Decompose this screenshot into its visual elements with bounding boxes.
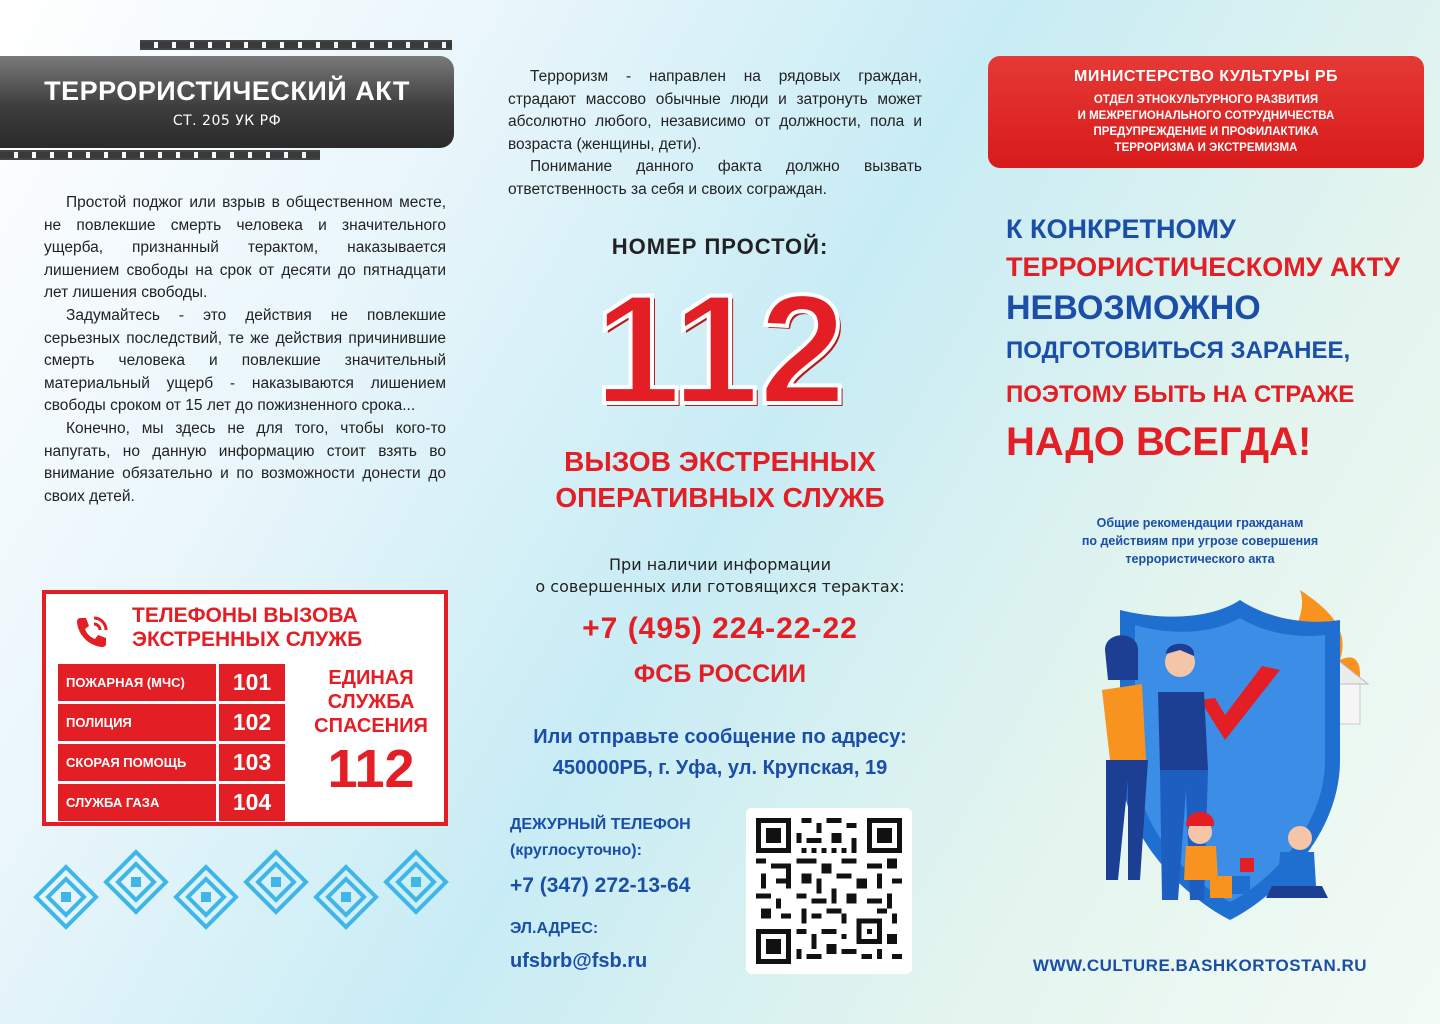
phone-icon [72, 612, 112, 652]
recs-line: по действиям при угрозе совершения [1081, 534, 1319, 548]
page-subtitle: СТ. 205 УК РФ [172, 113, 282, 129]
unified-label: СЛУЖБА [327, 691, 415, 713]
article-text [44, 192, 446, 508]
family-shield-illustration [1010, 580, 1430, 930]
service-number: 101 [219, 664, 285, 701]
website-link[interactable]: WWW.CULTURE.BASHKORTOSTAN.RU [1032, 956, 1368, 975]
table-row [58, 704, 285, 741]
fsb-phone[interactable]: +7 (495) 224-22-22 [582, 612, 858, 645]
slogan-line: ТЕРРОРИСТИЧЕСКОМУ АКТУ [1006, 252, 1400, 282]
address-label: Или отправьте сообщение по адресу: [533, 726, 907, 748]
page-title: ТЕРРОРИСТИЧЕСКИЙ АКТ [44, 76, 410, 106]
big-emergency-number: 112 [594, 263, 846, 437]
paragraph: Простой поджог или взрыв в общественном месте, не повлекшие смерть человека и значительного ущерба, признанный терактом, наказывается лишением свободы на срок от десяти до пятнадцати лет лишения свободы. [44, 194, 446, 302]
recs-line: террористического акта [1125, 552, 1275, 566]
emergency-caption [480, 444, 960, 516]
phones-title-line: ТЕЛЕФОНЫ ВЫЗОВА [132, 604, 358, 627]
info-line: При наличии информации [609, 555, 831, 574]
emergency-caption-line: ВЫЗОВ ЭКСТРЕННЫХ [564, 446, 876, 477]
services-table [58, 664, 285, 824]
dept-line: И МЕЖРЕГИОНАЛЬНОГО СОТРУДНИЧЕСТВА [1077, 110, 1335, 122]
duty-phone[interactable]: +7 (347) 272-13-64 [510, 874, 691, 897]
table-row [58, 664, 285, 701]
department-info [988, 92, 1424, 156]
table-row [58, 744, 285, 781]
paragraph: Конечно, мы здесь не для того, чтобы кого-то напугать, но данную информацию стоит взять во внимание обязательно и по возможности донести до своих детей. [44, 419, 446, 505]
middle-panel [480, 0, 960, 1024]
recommendations-caption [960, 514, 1440, 568]
dept-line: ОТДЕЛ ЭТНОКУЛЬТУРНОГО РАЗВИТИЯ [1093, 94, 1319, 106]
number-label: НОМЕР ПРОСТОЙ: [611, 234, 829, 259]
intro-text [508, 66, 922, 202]
phones-title [132, 604, 362, 652]
duty-label: ДЕЖУРНЫЙ ТЕЛЕФОН [510, 816, 691, 833]
unified-number: 112 [327, 739, 415, 799]
unified-label: СПАСЕНИЯ [314, 715, 428, 737]
service-number: 103 [219, 744, 285, 781]
email-label: ЭЛ.АДРЕС: [510, 920, 599, 937]
service-name: СКОРАЯ ПОМОЩЬ [58, 744, 216, 781]
dept-line: ТЕРРОРИЗМА И ЭКСТРЕМИЗМА [1114, 142, 1298, 154]
paragraph: Задумайтесь - это действия не повлекшие серьезных последствий, те же действия причинившие смерть человека и повлекшие значительный материальный ущерб - наказываются лишением свободы сроком от 15 лет до пожизненного срока... [44, 306, 446, 415]
paragraph: Понимание данного факта должно вызвать ответственность за себя и своих сограждан. [508, 158, 922, 198]
service-name: ПОЛИЦИЯ [58, 704, 216, 741]
duty-contacts [510, 812, 730, 973]
dept-line: ПРЕДУПРЕЖДЕНИЕ И ПРОФИЛАКТИКА [1093, 126, 1319, 138]
service-name: ПОЖАРНАЯ (МЧС) [58, 664, 216, 701]
fsb-name: ФСБ РОССИИ [633, 660, 807, 688]
service-name: СЛУЖБА ГАЗА [58, 784, 216, 821]
table-row [58, 784, 285, 821]
slogan-line: ПОДГОТОВИТЬСЯ ЗАРАНЕЕ, [1006, 337, 1351, 364]
slogan-line: НАДО ВСЕГДА! [1006, 420, 1312, 464]
email-link[interactable]: ufsbrb@fsb.ru [510, 950, 648, 972]
slogan-line: ПОЭТОМУ БЫТЬ НА СТРАЖЕ [1006, 381, 1355, 408]
service-number: 102 [219, 704, 285, 741]
qr-code-image [756, 818, 902, 964]
address-value: 450000РБ, г. Уфа, ул. Крупская, 19 [552, 757, 888, 779]
duty-label: (круглосуточно): [510, 842, 642, 859]
ministry-title: МИНИСТЕРСТВО КУЛЬТУРЫ РБ [1073, 68, 1339, 85]
recs-line: Общие рекомендации гражданам [1096, 516, 1304, 530]
slogan [1006, 210, 1416, 466]
emergency-caption-line: ОПЕРАТИВНЫХ СЛУЖБ [555, 482, 885, 513]
phones-title-line: ЭКСТРЕННЫХ СЛУЖБ [132, 628, 363, 651]
mail-address [480, 722, 960, 784]
service-number: 104 [219, 784, 285, 821]
emergency-phones-box [42, 590, 448, 826]
slogan-line: НЕВОЗМОЖНО [1006, 289, 1261, 327]
info-label [480, 554, 960, 598]
right-panel [960, 0, 1440, 1024]
slogan-line: К КОНКРЕТНОМУ [1006, 214, 1236, 244]
left-panel [0, 0, 480, 1024]
info-line: о совершенных или готовящихся терактах: [535, 577, 905, 596]
unified-label: ЕДИНАЯ [328, 667, 414, 689]
title-banner [0, 56, 454, 148]
ministry-header [988, 56, 1424, 168]
barbed-wire-top [140, 40, 452, 50]
barbed-wire-bottom [0, 150, 320, 160]
unified-rescue [296, 666, 446, 798]
paragraph: Терроризм - направлен на рядовых граждан, страдают массово обычные люди и затронуть может абсолютно любого, независимо от должности, пола и возраста (женщины, дети). [508, 68, 922, 153]
qr-code [746, 808, 912, 974]
ornament-pattern [26, 842, 456, 932]
